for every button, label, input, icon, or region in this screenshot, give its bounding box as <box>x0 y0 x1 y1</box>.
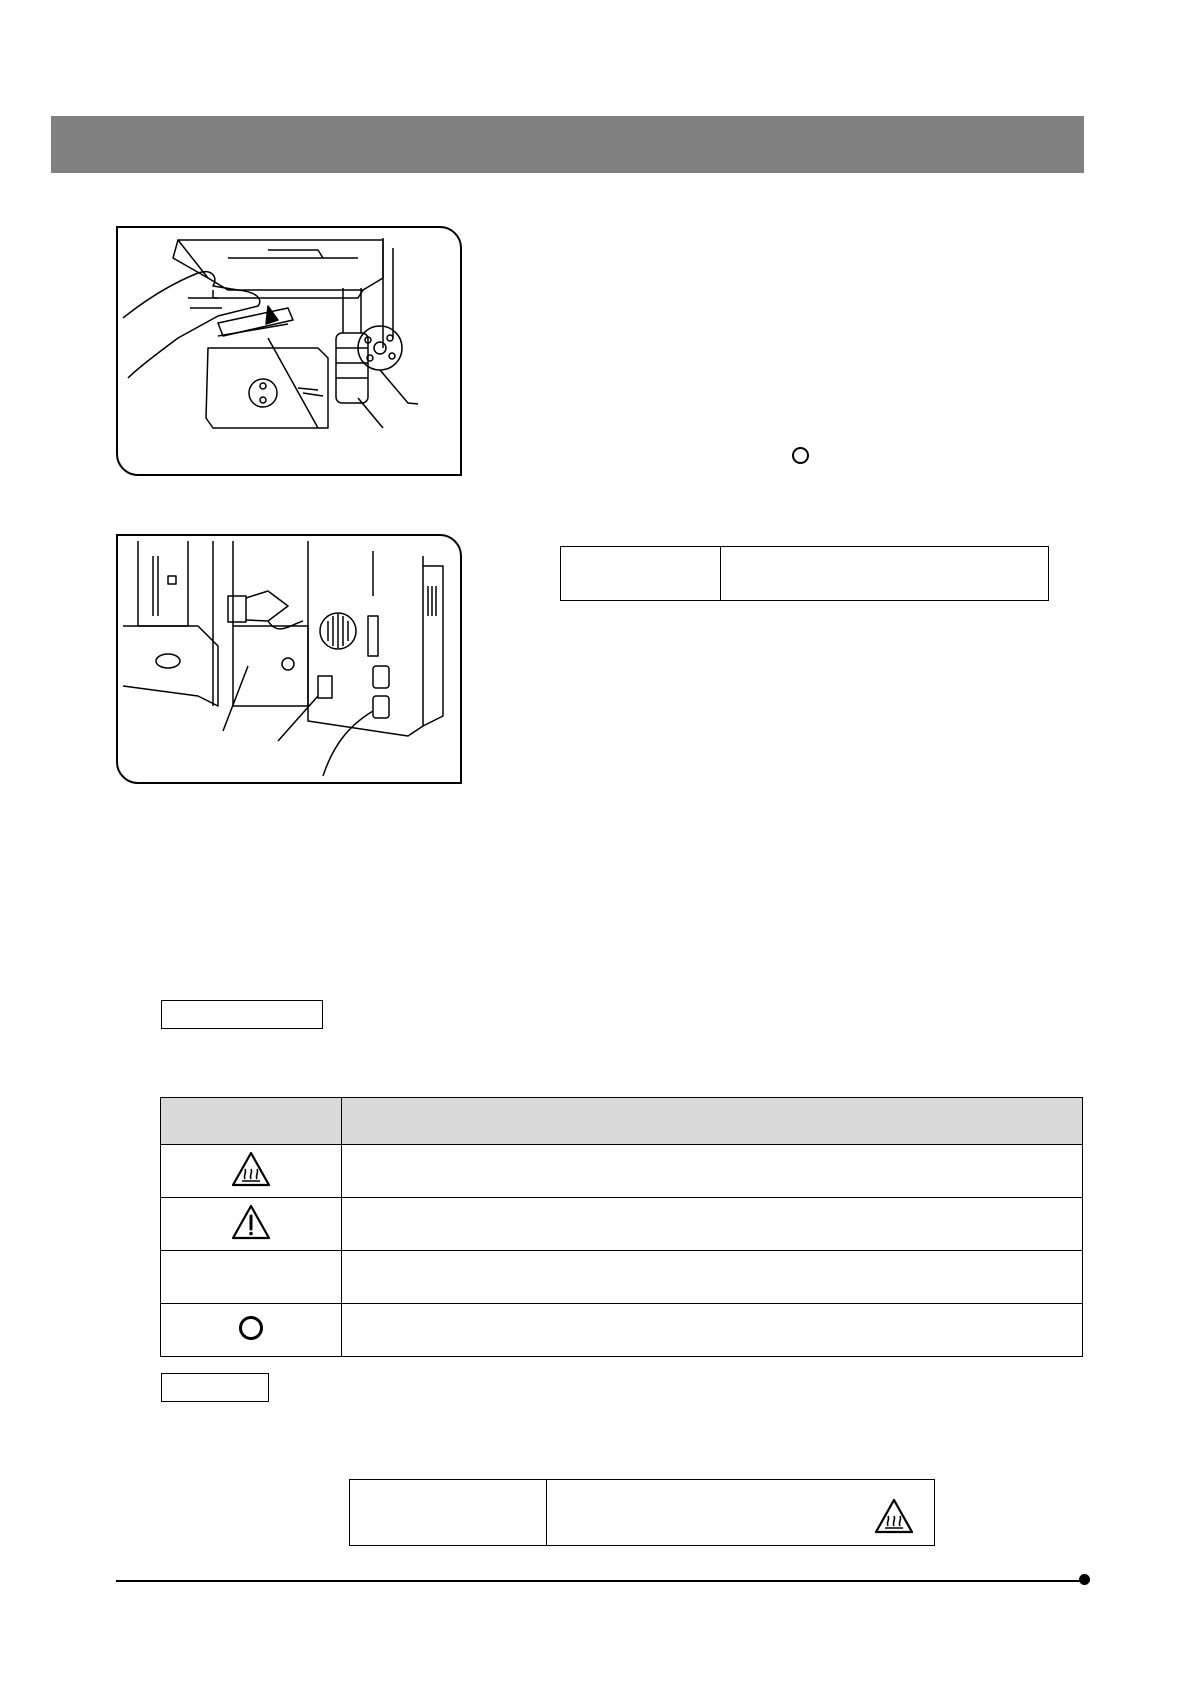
safety-symbol-table <box>160 1097 1083 1357</box>
hot-label-table <box>349 1479 935 1546</box>
table-row <box>161 1198 1083 1251</box>
figure-rear-connectors <box>116 534 462 784</box>
safety-symbols-label <box>161 1000 323 1029</box>
description-cell <box>342 1304 1083 1357</box>
symbol-cell <box>161 1251 342 1304</box>
notes-label <box>161 1373 269 1402</box>
hot-label-cell-left <box>350 1480 547 1546</box>
stage-handling-illustration <box>118 228 460 474</box>
rear-connectors-illustration <box>118 536 460 782</box>
table-row <box>161 1145 1083 1198</box>
description-cell <box>342 1251 1083 1304</box>
symbol-cell <box>161 1304 342 1357</box>
circle-symbol-icon <box>792 447 809 464</box>
spec-table-cell-left <box>561 547 721 601</box>
symbol-cell <box>161 1145 342 1198</box>
footer-rule <box>116 1580 1084 1582</box>
table-row <box>161 1251 1083 1304</box>
hot-surface-warning-icon <box>874 1498 914 1534</box>
symbol-table-header-row <box>161 1098 1083 1145</box>
figure-stage-handling <box>116 226 462 476</box>
symbol-cell <box>161 1198 342 1251</box>
description-cell <box>342 1145 1083 1198</box>
footer-dot <box>1079 1574 1090 1585</box>
spec-table <box>560 546 1049 601</box>
section-header-bar <box>51 116 1084 173</box>
description-cell <box>342 1198 1083 1251</box>
table-row <box>161 1304 1083 1357</box>
circle-symbol-icon <box>239 1316 263 1340</box>
inline-circle-symbol <box>792 447 809 469</box>
symbol-column-header <box>161 1098 342 1145</box>
explanation-column-header <box>342 1098 1083 1145</box>
hot-label-cell-right <box>547 1480 935 1546</box>
hot-surface-warning-icon <box>231 1151 271 1187</box>
spec-table-cell-right <box>721 547 1049 601</box>
caution-exclamation-icon <box>231 1204 271 1240</box>
